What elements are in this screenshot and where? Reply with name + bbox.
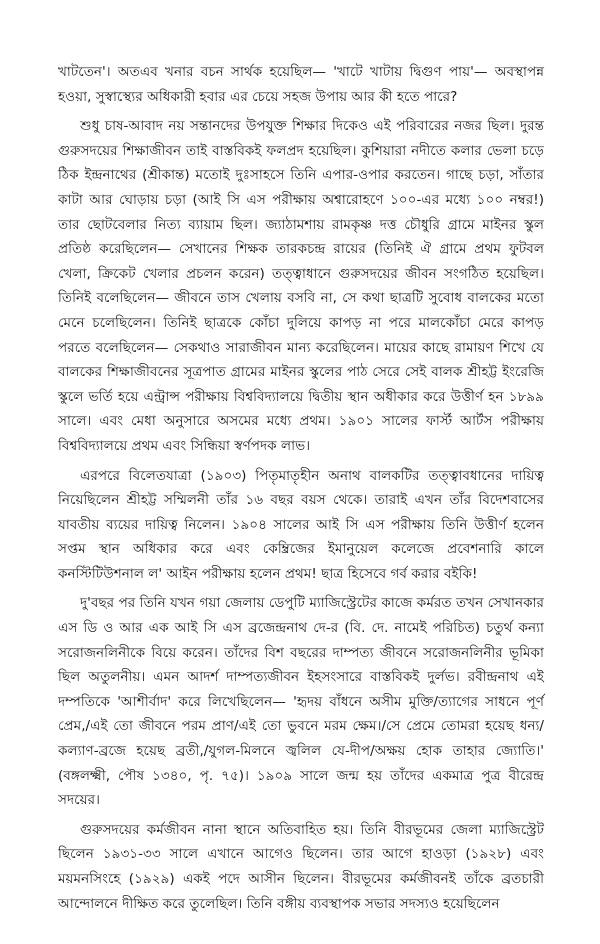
book-page-body xyxy=(58,60,544,921)
paragraph-education: শুধু চাষ-আবাদ নয় সন্তানদের উপযুক্ত শিক্ষার দিকেও এই পরিবারের নজর ছিল। দুরন্ত গুরুসদয়ের শিক্ষাজীবন তাই বাস্তবিকই ফলপ্রদ হয়েছিল। কুশিয়ারা নদীতে কলার ভেলা চড়ে ঠিক ইন্দ্রনাথের (শ্রীকান্ত) মতোই দুঃসাহসে তিনি এপার-ওপার করতেন। গাছে চড়া, সাঁতার কাটা আর ঘোড়ায় চড়া (আই সি এস পরীক্ষায় অশ্বারোহণে ১০০-এর মধ্যে ১০০ নম্বর!) তার ছোটবেলার নিত্য ব্যায়াম ছিল। জ্যাঠামশায় রামকৃষ্ণ দত্ত চৌধুরি গ্রামে মাইনর স্কুল প্রতিষ্ঠ করেছিলেন— সেখানের শিক্ষক তারকচন্দ্র রায়ের (তিনিই ঐ গ্রামে প্রথম ফুটবল খেলা, ক্রিকেট খেলার প্রচলন করেন) তত্ত্বাধানে গুরুসদয়ের জীবন সংগঠিত হয়েছিল। তিনিই বলেছিলেন— জীবনে তাস খেলায় বসবি না, সে কথা ছাত্রটি সুবোধ বালকের মতো মেনে চলেছিলেন। তিনিই ছাত্রকে কোঁচা দুলিয়ে কাপড় না পরে মালকোঁচা মেরে কাপড় পরতে বলেছিলেন— সেকথাও সারাজীবন মান্য করেছিলেন। মায়ের কাছে রামায়ণ শিখে যে বালকের শিক্ষাজীবনের সূত্রপাত গ্রামের মাইনর স্কুলের পাঠ সেরে সেই বালক শ্রীহট্ট ইংরেজি স্কুলে ভর্তি হয়ে এন্ট্রান্স পরীক্ষায় বিশ্ববিদ্যালয়ে দ্বিতীয় স্থান অধীকার করে উত্তীর্ণ হন ১৮৯৯ সালে। এবং মেধা অনুসারে অসমের মধ্যে প্রথম। ১৯০১ সালের ফার্স্ট আর্টস পরীক্ষায় বিশ্ববিদ্যালয়ে প্রথম এবং সিন্ধিয়া স্বর্ণপদক লাভ। xyxy=(58,118,544,454)
paragraph-marriage: দু'বছর পর তিনি যখন গয়া জেলায় ডেপুটি ম্যাজিস্ট্রেটের কাজে কর্মরত তখন সেখানকার এস ডি ও আর এক আই সি এস ব্রজেন্দ্রনাথ দে-র (বি. দে. নামেই পরিচিত) চতুর্থ কন্যা সরোজনলিনীকে বিয়ে করেন। তাঁদের বিশ বছরের দাম্পত্য জীবনে সরোজনলিনীর ভূমিকা ছিল অতুলনীয়। এমন আদর্শ দাম্পত্যজীবন ইহসংসারে বাস্তবিকই দুর্লভ। রবীন্দ্রনাথ এই দম্পতিকে 'আশীর্বাদ' করে লিখেছিলেন— 'হৃদয় বাঁধনে অসীম মুক্তি/ত্যাগের সাধনে পূর্ণ প্রেম,/এই তো জীবনে পরম প্রাণ/এই তো ভুবনে মরম ক্ষেম।/সে প্রেমে তোমরা হয়েছ ধন্য/কল্যাণ-ব্রজে হয়েছ ব্রতী,/যুগল-মিলনে জ্বলিল যে-দীপ/অক্ষয় হোক তাহার জ্যোতি।' (বঙ্গলক্ষ্মী, পৌষ ১৩৪০, পৃ. ৭৫)। ১৯০৯ সালে জন্ম হয় তাঁদের একমাত্র পুত্র বীরেন্দ্র সদয়ের। xyxy=(58,595,544,809)
paragraph-england: এরপরে বিলেতযাত্রা (১৯০৩) পিতৃমাতৃহীন অনাথ বালকটির তত্ত্বাবধানের দায়িত্ব নিয়েছিলেন শ্রীহট্ট সম্মিলনী তাঁর ১৬ বছর বয়স থেকে। তারাই এখন তাঁর বিদেশবাসের যাবতীয় ব্যয়ের দায়িত্ব নিলেন। ১৯০৪ সালের আই সি এস পরীক্ষায় তিনি উত্তীর্ণ হলেন সপ্তম স্থান অধিকার করে এবং কেম্ব্রিজের ইমানুয়েল কলেজে প্রবেশনারি কালে কনস্টিটিউশনাল ল' আইন পরীক্ষায় হলেন প্রথম! ছাত্র হিসেবে গর্ব করার বইকি! xyxy=(58,467,544,582)
paragraph-career: গুরুসদয়ের কর্মজীবন নানা স্থানে অতিবাহিত হয়। তিনি বীরভূমের জেলা ম্যাজিস্ট্রেট ছিলেন ১৯৩১-৩৩ সালে এখানে আগেও ছিলেন। তার আগে হাওড়া (১৯২৮) এবং ময়মনসিংহে (১৯২৯) একই পদে আসীন ছিলেন। বীরভূমের কর্মজীবনই তাঁকে ব্রতচারী আন্দোলনে দীক্ষিত করে তুলেছিল। তিনি বঙ্গীয় ব্যবস্থাপক সভার সদস্যও হয়েছিলেন xyxy=(58,821,544,912)
paragraph-1-continuation: খাটতেন'। অতএব খনার বচন সার্থক হয়েছিল— 'খাটে খাটায় দ্বিগুণ পায়'— অবস্থাপন্ন হওয়া, সুস্বাস্থ্যের অধিকারী হবার এর চেয়ে সহজ উপায় আর কী হতে পারে? xyxy=(58,64,544,105)
